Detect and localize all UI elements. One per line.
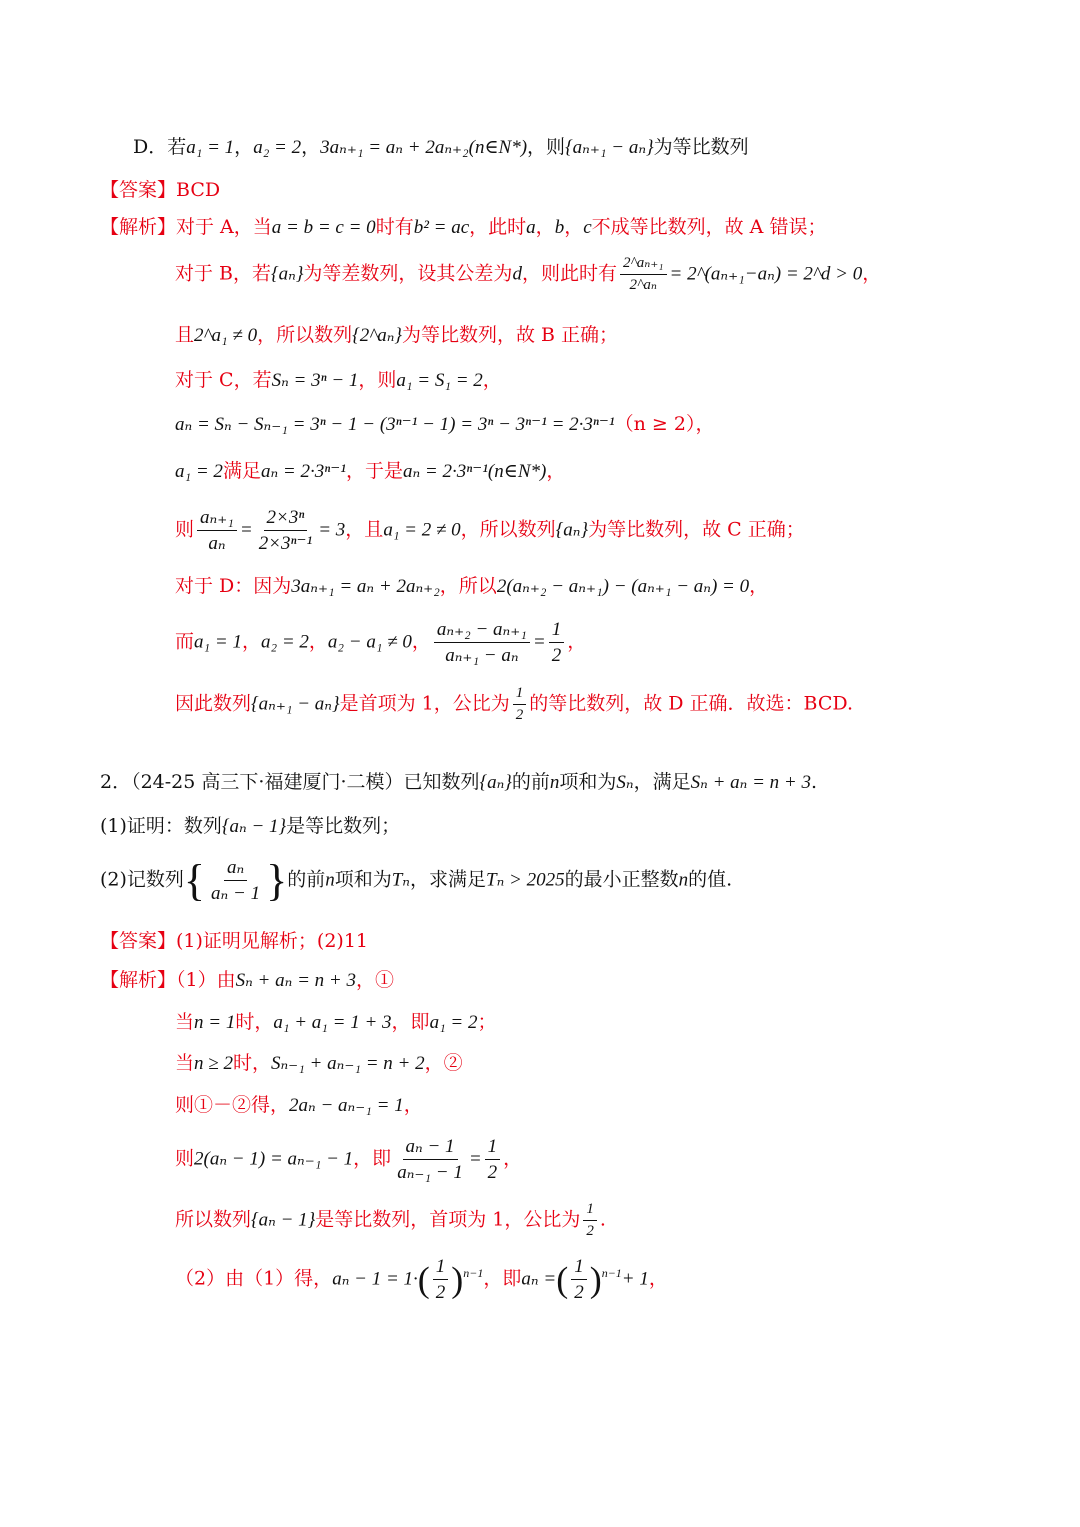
answer-tag: 【答案】: [100, 930, 177, 952]
math-a2: a₂ = 2: [253, 137, 302, 158]
analysis-tag: 【解析】: [100, 216, 177, 238]
fraction: $\frac{\text{2×3ⁿ}}{\text{2×3ⁿ⁻¹}}$: [258, 507, 313, 554]
fraction: $\frac{1}{2}$: [583, 1202, 597, 1239]
math-recurrence: 3aₙ₊₁ = aₙ + 2aₙ₊₂(n∈N*): [320, 137, 528, 158]
q1-analysis-line-3: 且2^a₁ ≠ 0，所以数列{2^aₙ}为等比数列，故 B 正确；: [175, 324, 619, 346]
q2-analysis-line-5: 则2(aₙ − 1) = aₙ₋₁ − 1，即 $\frac{\text{aₙ − 1}}{\text{aₙ₋₁ − 1}}$ = $\frac{1}{2}$ ，: [175, 1136, 523, 1183]
q2-analysis-line-3: 当n ≥ 2时，Sₙ₋₁ + aₙ₋₁ = n + 2，②: [175, 1052, 463, 1074]
q1-analysis-line-4: 对于 C，若Sₙ = 3ⁿ − 1，则a₁ = S₁ = 2，: [175, 369, 502, 391]
fraction: $\frac{\text{aₙ}}{\text{aₙ − 1}}$: [211, 857, 261, 904]
q1-analysis-line-8: 对于 D：因为3aₙ₊₁ = aₙ + 2aₙ₊₂，所以2(aₙ₊₂ − aₙ₊₁) − (aₙ₊₁ − aₙ) = 0，: [175, 575, 769, 597]
fraction: $\frac{\text{2\textasciicircum{}aₙ₊₁}}{\text{2\textasciicircum{}aₙ}}$: [620, 256, 667, 293]
fraction: $\frac{1}{2}$: [433, 1257, 449, 1302]
q1-analysis-line-2: 对于 B，若{aₙ}为等差数列，设其公差为d，则此时有 $\frac{\text{2\textasciicircum{}aₙ₊₁}}{\text{2\textasciicircum{}aₙ}}$ = 2^(aₙ₊₁−aₙ) = 2^d > 0，: [175, 255, 882, 293]
fraction: $\frac{\text{aₙ − 1}}{\text{aₙ₋₁ − 1}}$: [397, 1136, 463, 1183]
q1-analysis-line-7: 则 $\frac{\text{aₙ₊₁}}{\text{aₙ}}$ = $\frac{\text{2×3ⁿ}}{\text{2×3ⁿ⁻¹}}$ = 3，且a₁ = 2 ≠ 0，所以数列{aₙ}为等比数列，故 C 正确；: [175, 507, 805, 554]
q2-answer: [100, 932, 368, 951]
q1-analysis-line-1: 【解析】对于 A，当a = b = c = 0时有b² = ac，此时a，b，c不成等比数列，故 A 错误；: [100, 216, 827, 238]
fraction: $\frac{\text{aₙ₊₁}}{\text{aₙ}}$: [197, 508, 237, 553]
q2-part-1: (1)证明：数列{aₙ − 1}是等比数列；: [100, 815, 401, 837]
q2-analysis-line-4: 则①－②得，2aₙ − aₙ₋₁ = 1，: [175, 1094, 423, 1116]
option-d-label: D．若: [133, 136, 187, 158]
braced-fraction: { $\frac{\text{aₙ}}{\text{aₙ − 1}}$ }: [183, 855, 288, 905]
q1-analysis-line-9: 而a₁ = 1，a₂ = 2，a₂ − a₁ ≠ 0， $\frac{\text{aₙ₊₂ − aₙ₊₁}}{\text{aₙ₊₁ − aₙ}}$ = $\frac{1}{2}$ ，: [175, 619, 587, 666]
q2-analysis-line-2: 当n = 1时，a₁ + a₁ = 1 + 3，即a₁ = 2；: [175, 1011, 497, 1033]
math-a1: a₁ = 1: [186, 137, 235, 158]
option-d: D．若a₁ = 1，a₂ = 2，3aₙ₊₁ = aₙ + 2aₙ₊₂(n∈N*)，则{aₙ₊₁ − aₙ}为等比数列: [133, 136, 749, 158]
fraction: $\frac{1}{2}$: [549, 620, 565, 665]
fraction: $\frac{1}{2}$: [571, 1257, 587, 1302]
analysis-tag: 【解析】: [100, 969, 177, 991]
answer-tag: 【答案】: [100, 179, 177, 201]
answer-value: BCD: [176, 179, 221, 201]
fraction: $\frac{\text{aₙ₊₂ − aₙ₊₁}}{\text{aₙ₊₁ − aₙ}}$: [434, 620, 530, 665]
q2-analysis-line-6: 所以数列{aₙ − 1}是等比数列，首项为 1，公比为 $\frac{1}{2}$ .: [175, 1201, 606, 1239]
q2-analysis-line-1: 【解析】（1）由Sₙ + aₙ = n + 3，①: [100, 969, 394, 991]
q1-analysis-line-10: 因此数列{aₙ₊₁ − aₙ}是首项为 1，公比为 $\frac{1}{2}$ 的等比数列，故 D 正确．故选：BCD.: [175, 685, 853, 723]
q2-stem: 2．（24-25 高三下·福建厦门·二模）已知数列{aₙ}的前n项和为Sₙ，满足Sₙ + aₙ = n + 3.: [100, 771, 818, 793]
fraction: $\frac{1}{2}$: [485, 1137, 501, 1182]
answer-value: (1)证明见解析；(2)11: [176, 930, 369, 952]
q2-analysis-line-7: （2）由（1）得，aₙ − 1 = 1·( $\frac{1}{2}$ )$^{n-1}$，即aₙ =( $\frac{1}{2}$ )$^{n-1}$+ 1，: [175, 1256, 668, 1303]
q1-analysis-line-5: aₙ = Sₙ − Sₙ₋₁ = 3ⁿ − 1 − (3ⁿ⁻¹ − 1) = 3ⁿ − 3ⁿ⁻¹ = 2·3ⁿ⁻¹（n ≥ 2），: [175, 413, 715, 435]
q1-analysis-line-6: a₁ = 2满足aₙ = 2·3ⁿ⁻¹，于是aₙ = 2·3ⁿ⁻¹(n∈N*)，: [175, 460, 566, 482]
q2-part-2: (2)记数列 { $\frac{\text{aₙ}}{\text{aₙ − 1}}$ } 的前n项和为Tₙ，求满足Tₙ > 2025的最小正整数n的值.: [100, 855, 733, 905]
fraction: $\frac{1}{2}$: [513, 686, 527, 723]
math-diff-seq: {aₙ₊₁ − aₙ}: [565, 137, 654, 158]
q1-answer: [100, 181, 220, 200]
